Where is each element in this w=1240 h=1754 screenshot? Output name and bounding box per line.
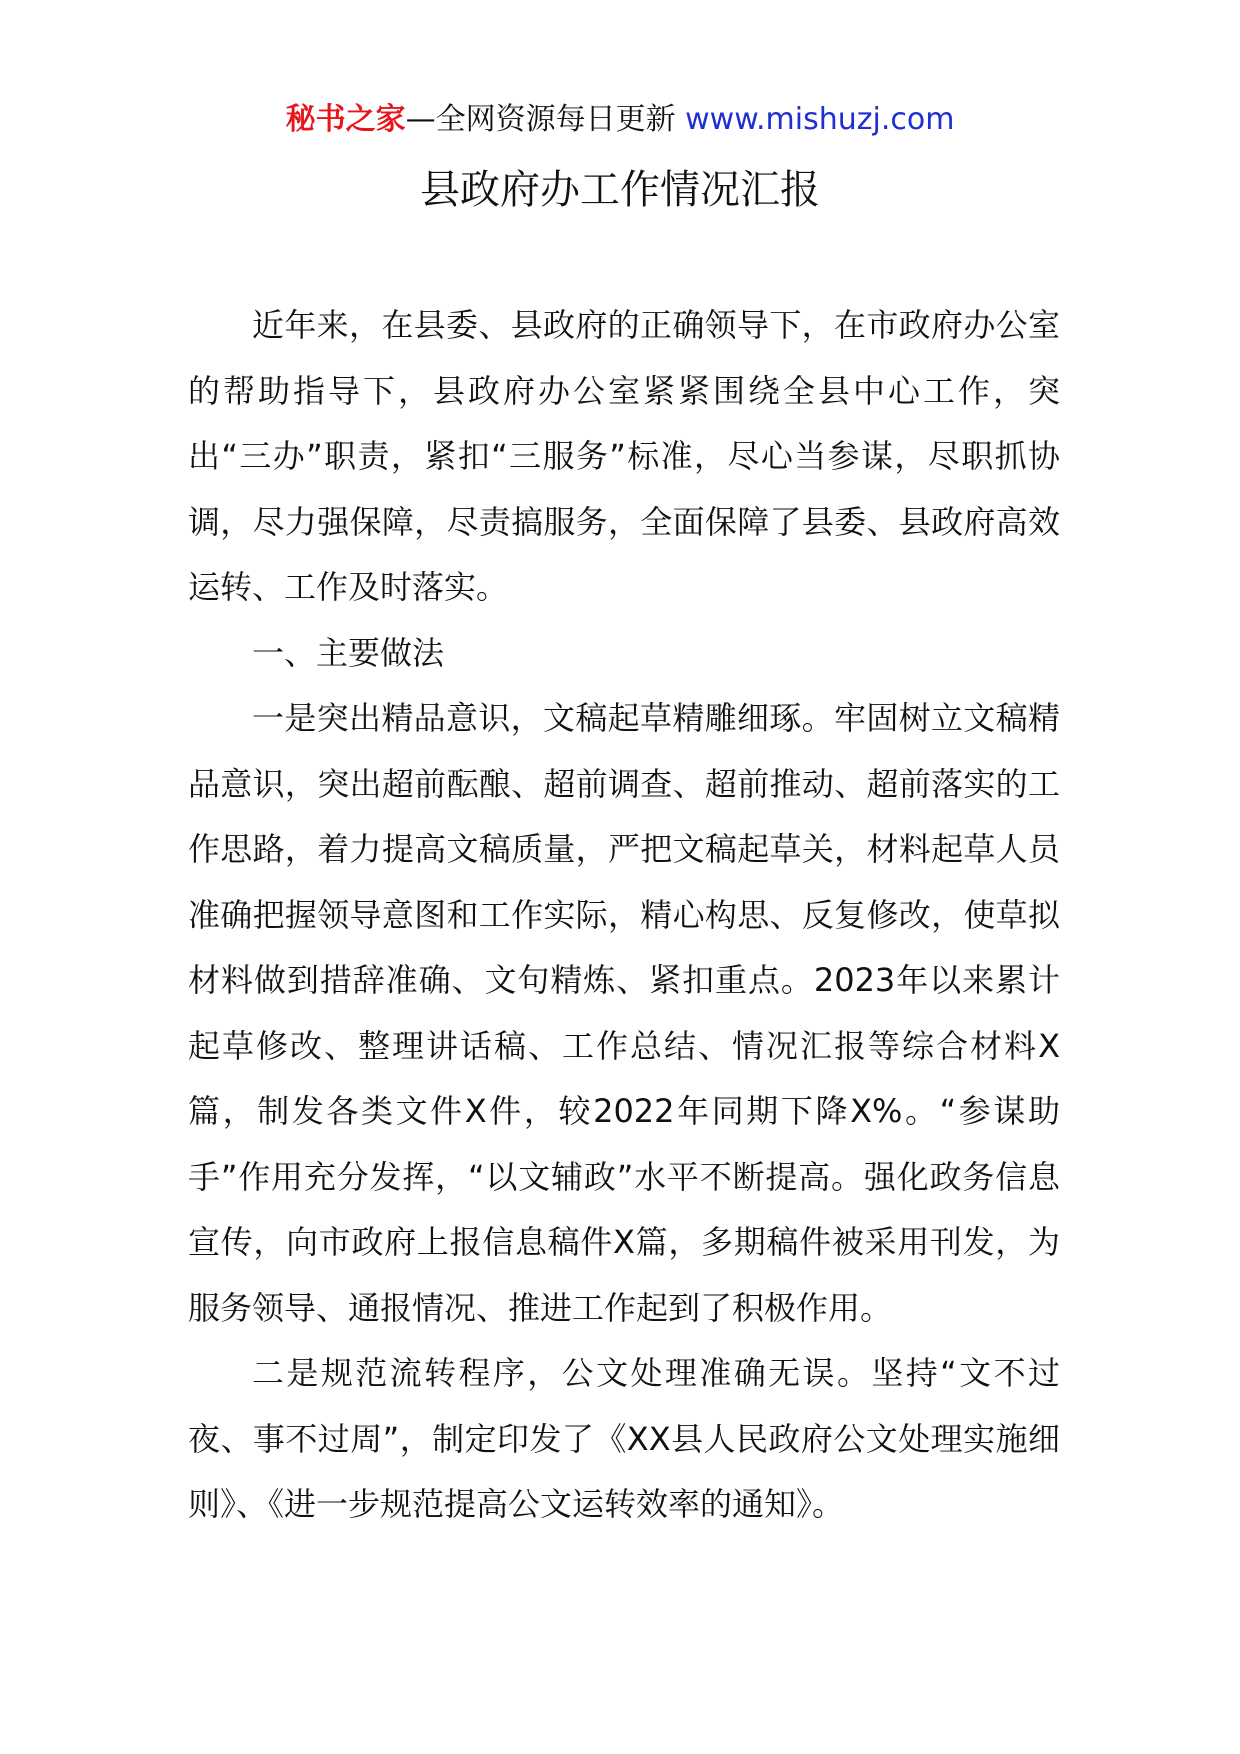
document-title: 县政府办工作情况汇报	[420, 167, 820, 213]
site-tagline: —全网资源每日更新	[405, 102, 676, 137]
site-brand: 秘书之家	[285, 102, 406, 137]
paragraph-point-two: 二是规范流转程序，公文处理准确无误。坚持“文不过夜、事不过周”，制定印发了《XX县人民政府公文处理实施细则》、《进一步规范提高公文运转效率的通知》。	[188, 1354, 1060, 1523]
document-body	[188, 293, 1060, 1538]
paragraph-point-one: 一是突出精品意识，文稿起草精雕细琢。牢固树立文稿精品意识，突出超前酝酿、超前调查、超前推动、超前落实的工作思路，着力提高文稿质量，严把文稿起草关，材料起草人员准确把握领导意图和工作实际，精心构思、反复修改，使草拟材料做到措辞准确、文句精炼、紧扣重点。2023年以来累计起草修改、整理讲话稿、工作总结、情况汇报等综合材料X篇，制发各类文件X件，较2022年同期下降X%。“参谋助手”作用充分发挥，“以文辅政”水平不断提高。强化政务信息宣传，向市政府上报信息稿件X篇，多期稿件被采用刊发，为服务领导、通报情况、推进工作起到了积极作用。	[188, 699, 1060, 1327]
section-heading: 一、主要做法	[252, 633, 445, 672]
site-watermark-header	[0, 100, 1240, 140]
site-url: www.mishuzj.com	[685, 102, 955, 137]
paragraph-intro: 近年来，在县委、县政府的正确领导下，在市政府办公室的帮助指导下，县政府办公室紧紧围绕全县中心工作，突出“三办”职责，紧扣“三服务”标准，尽心当参谋，尽职抓协调，尽力强保障，尽责搞服务，全面保障了县委、县政府高效运转、工作及时落实。	[188, 306, 1060, 606]
